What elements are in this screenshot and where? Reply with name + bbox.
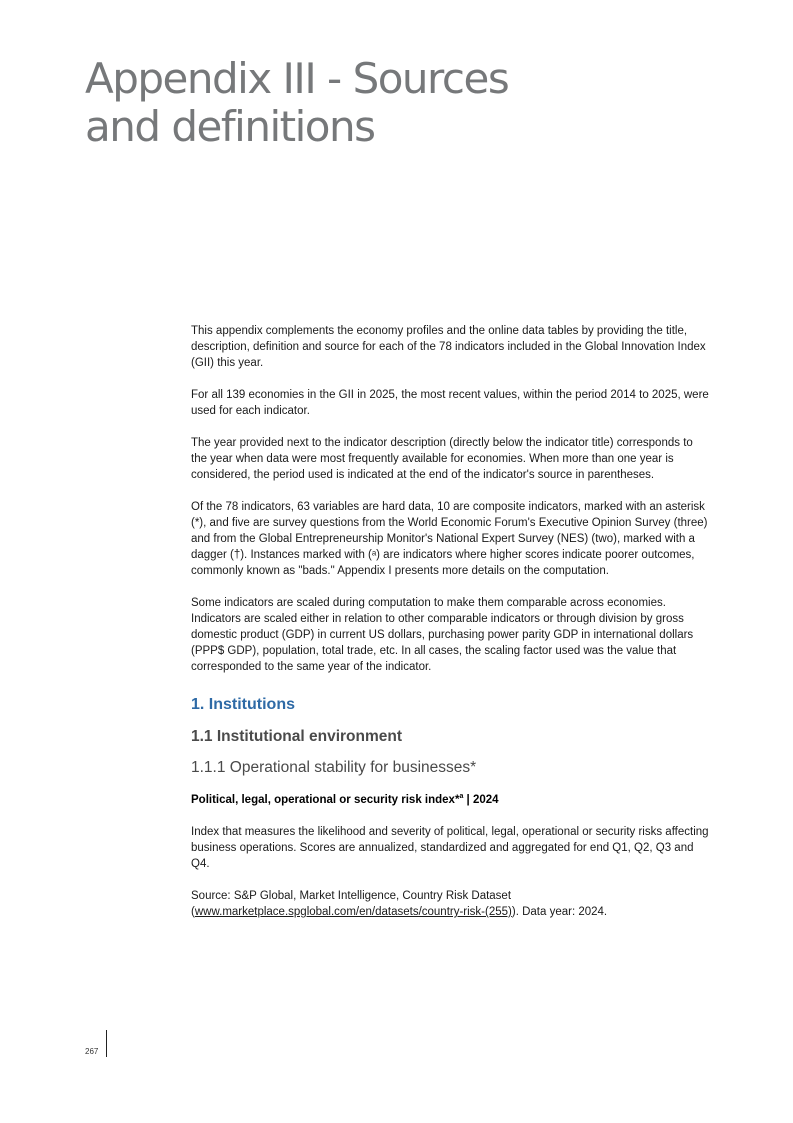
bads-superscript: a <box>459 793 464 801</box>
main-content <box>191 323 711 936</box>
section-heading-institutions: 1. Institutions <box>191 696 295 713</box>
intro-paragraph-1: This appendix complements the economy profiles and the online data tables by providing the title, description, definition and source for each of the 78 indicators included in the Global Innovation Index (GII) this year. <box>191 325 706 369</box>
intro-paragraph-3: The year provided next to the indicator description (directly below the indicator title) corresponds to the year when data were most frequently available for economies. When more than one year is considered, the period used is indicated at the end of the indicator's source in parentheses. <box>191 437 693 481</box>
subsubsection-heading-operational-stability: 1.1.1 Operational stability for businesses* <box>191 759 477 776</box>
indicator-year: | 2024 <box>463 794 499 806</box>
intro-paragraph-2: For all 139 economies in the GII in 2025, the most recent values, within the period 2014 to 2025, were used for each indicator. <box>191 389 709 417</box>
source-suffix: ). Data year: 2024. <box>511 906 608 918</box>
page-number: 267 <box>85 1047 99 1056</box>
subsection-heading-institutional-environment: 1.1 Institutional environment <box>191 728 402 745</box>
indicator-title <box>191 792 711 808</box>
page-title-line-1: Appendix III - Sources <box>85 54 509 103</box>
intro-paragraph-5: Some indicators are scaled during computation to make them comparable across economies. Indicators are scaled either in relation to other comparable indicators or through division by gross domestic product (GDP) in current US dollars, purchasing power parity GDP in international dollars (PPP$ GDP), population, total trade, etc. In all cases, the scaling factor used was the value that corresponded to the same year of the indicator. <box>191 597 694 673</box>
indicator-title-text: Political, legal, operational or security risk index* <box>191 794 460 806</box>
intro-paragraph-4: Of the 78 indicators, 63 variables are hard data, 10 are composite indicators, marked with an asterisk (*), and five are survey questions from the World Economic Forum's Executive Opinion Survey (three) and from the Global Entrepreneurship Monitor's National Expert Survey (NES) (two), marked with a dagger (†). Instances marked with (ᵃ) are indicators where higher scores indicate poorer outcomes, commonly known as "bads." Appendix I presents more details on the computation. <box>191 501 708 577</box>
indicator-description: Index that measures the likelihood and severity of political, legal, operational or security risks affecting business operations. Scores are annualized, standardized and aggregated for end Q1, Q2, Q3 and Q4. <box>191 826 709 870</box>
source-link[interactable]: www.marketplace.spglobal.com/en/datasets/country-risk-(255) <box>194 906 512 918</box>
page-title-line-2: and definitions <box>85 102 375 151</box>
page-title <box>85 55 508 151</box>
indicator-source <box>191 888 711 920</box>
source-prefix: Source: S&P Global, Market Intelligence, Country Risk Dataset ( <box>191 890 512 918</box>
page-number-divider <box>106 1030 107 1057</box>
